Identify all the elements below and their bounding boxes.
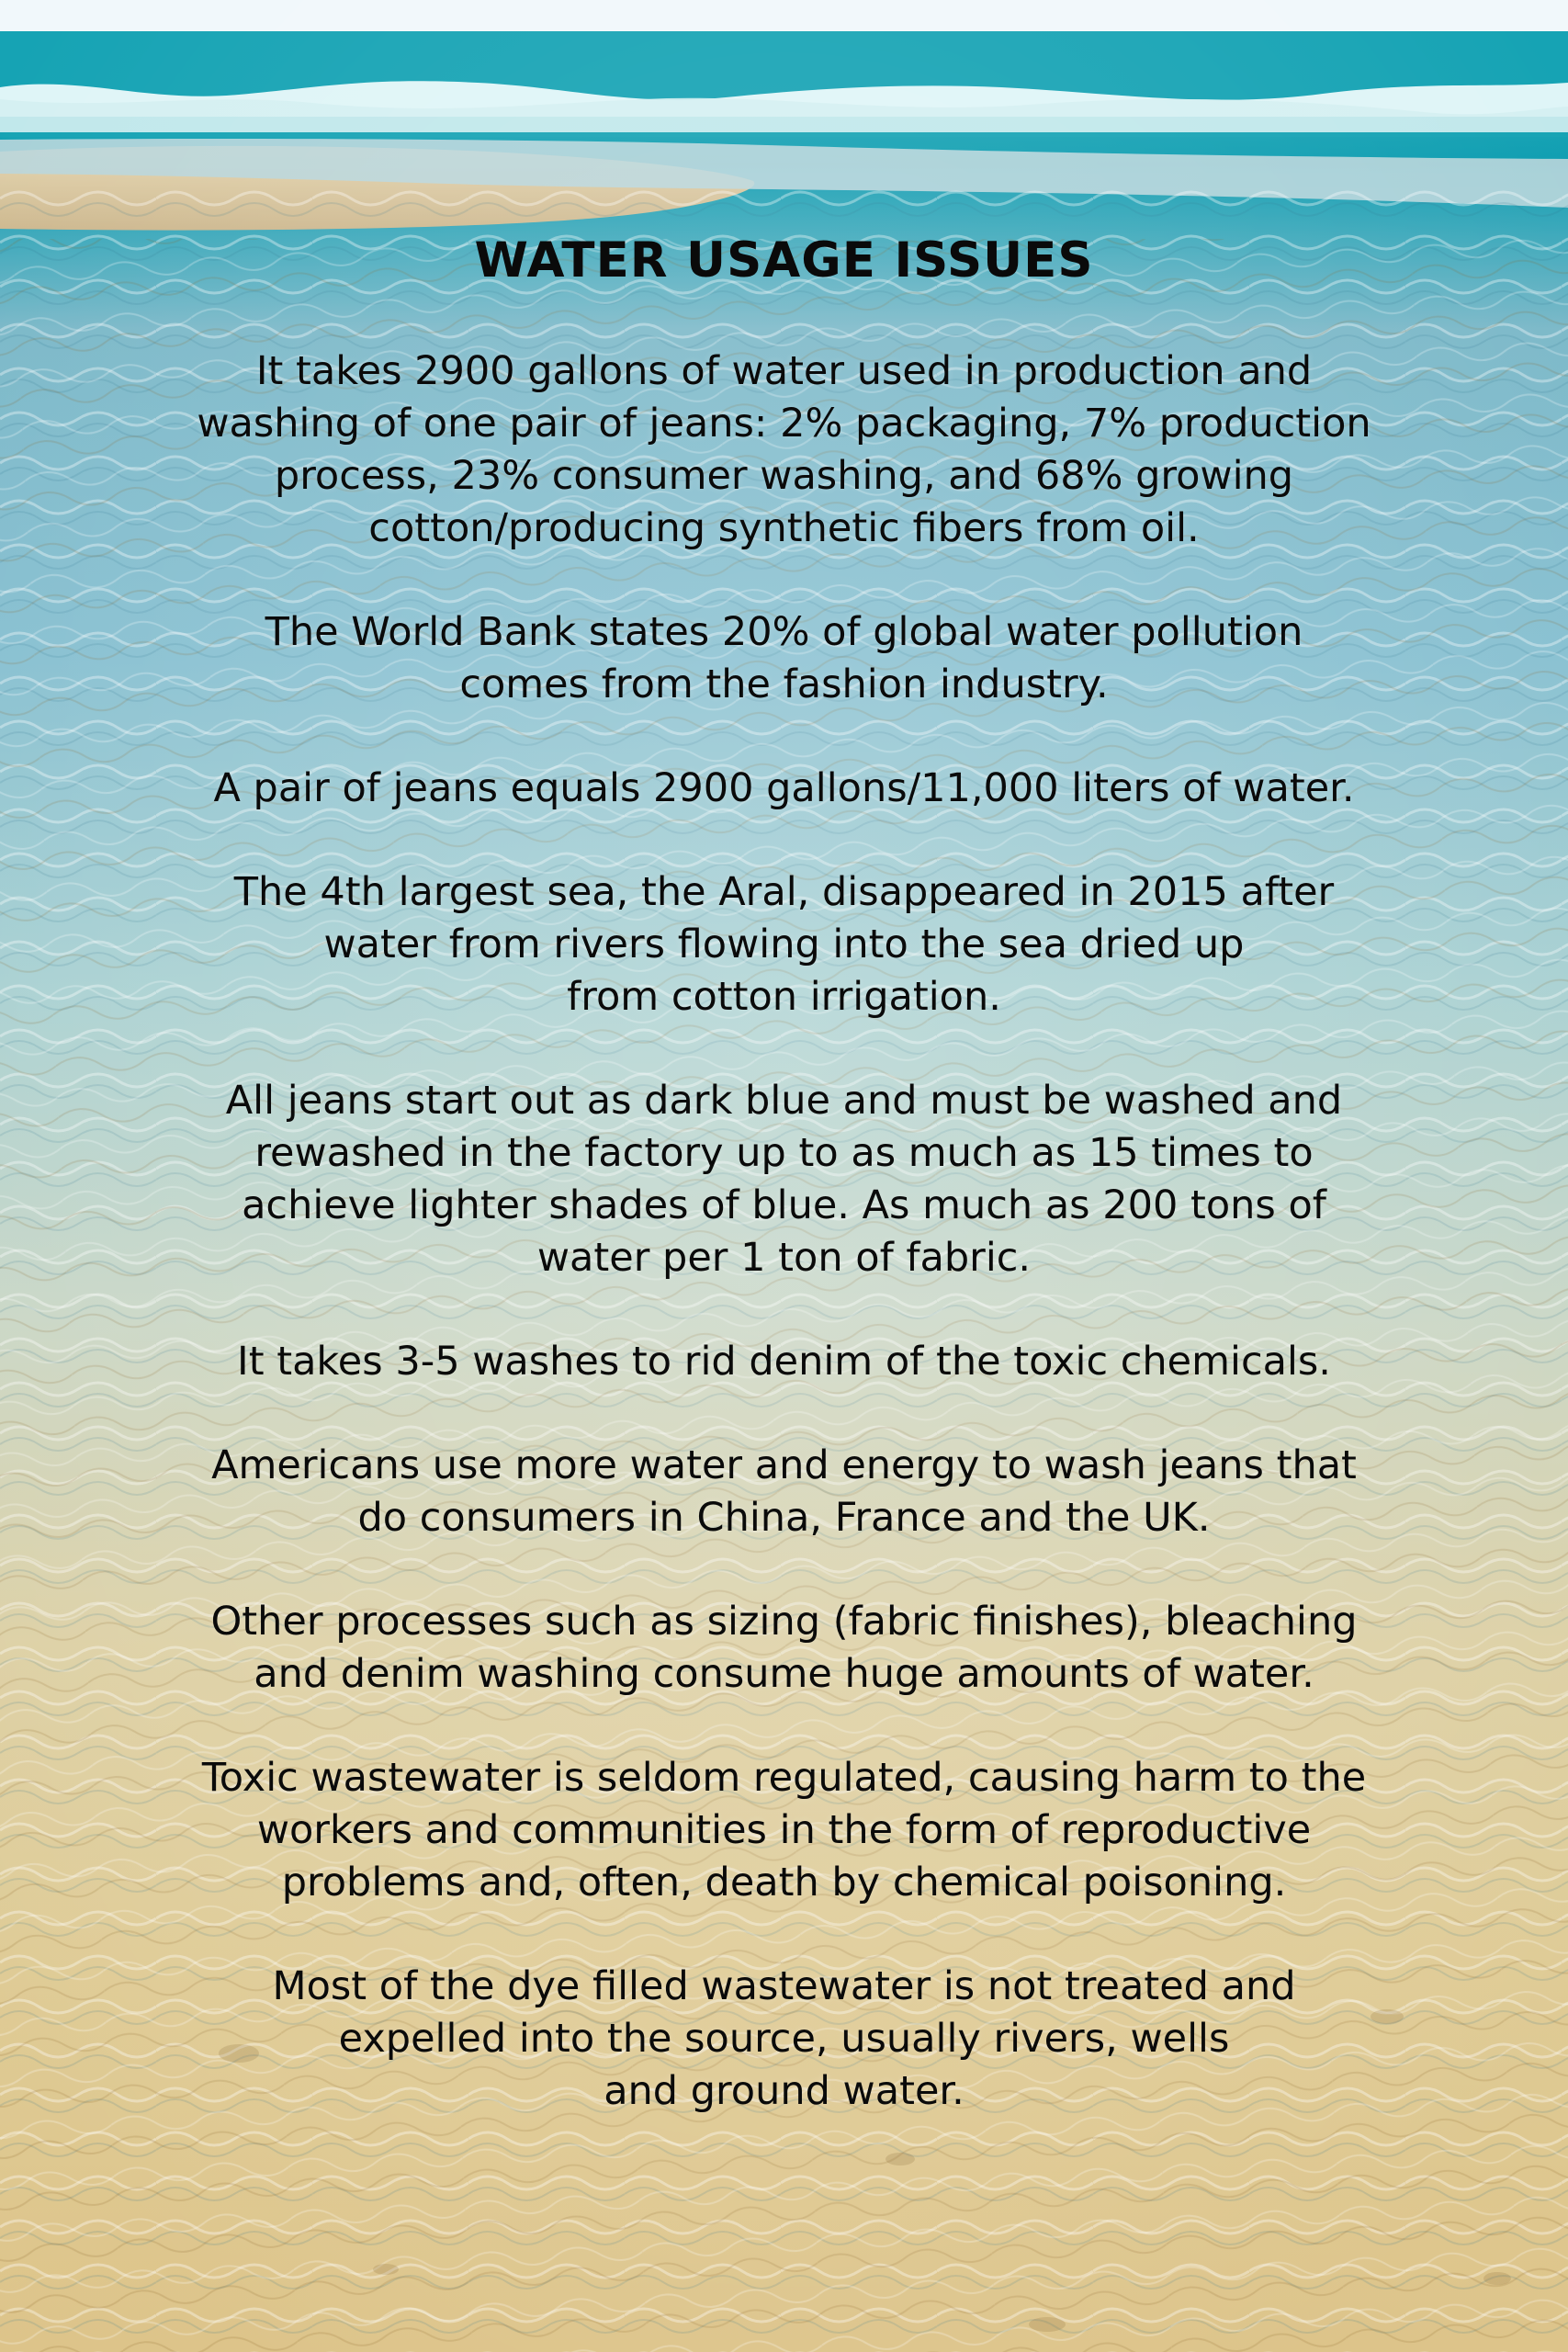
- paragraph-aral-sea: The 4th largest sea, the Aral, disappeared in 2015 after water from rivers flowing into the sea dried up from cotton irrigation.: [233, 869, 1335, 1020]
- paragraph-jeans-water-equivalent: A pair of jeans equals 2900 gallons/11,000 liters of water.: [213, 765, 1355, 811]
- paragraph-other-processes: Other processes such as sizing (fabric finishes), bleaching and denim washing consume huge amounts of water.: [210, 1599, 1358, 1697]
- page-title: WATER USAGE ISSUES: [474, 232, 1094, 288]
- paragraph-jeans-production-water: It takes 2900 gallons of water used in production and washing of one pair of jeans: 2% packaging, 7% production process, 23% consumer washing, and 68% growing cotton/producing synthetic fibers from oil.: [197, 348, 1371, 551]
- paragraph-american-washing: Americans use more water and energy to wash jeans that do consumers in China, France and the UK.: [211, 1442, 1357, 1541]
- paragraph-dark-blue-washing: All jeans start out as dark blue and must be washed and rewashed in the factory up to as much as 15 times to achieve lighter shades of blue. As much as 200 tons of water per 1 ton of fabric.: [225, 1078, 1343, 1281]
- paragraph-world-bank-pollution: The World Bank states 20% of global water pollution comes from the fashion industry.: [265, 609, 1303, 707]
- paragraph-toxic-chemical-washes: It takes 3-5 washes to rid denim of the toxic chemicals.: [237, 1339, 1331, 1385]
- paragraph-dye-wastewater: Most of the dye filled wastewater is not treated and expelled into the source, usually rivers, wells and ground water.: [272, 1963, 1296, 2114]
- paragraph-toxic-wastewater: Toxic wastewater is seldom regulated, causing harm to the workers and communities in the form of reproductive problems and, often, death by chemical poisoning.: [201, 1755, 1367, 1905]
